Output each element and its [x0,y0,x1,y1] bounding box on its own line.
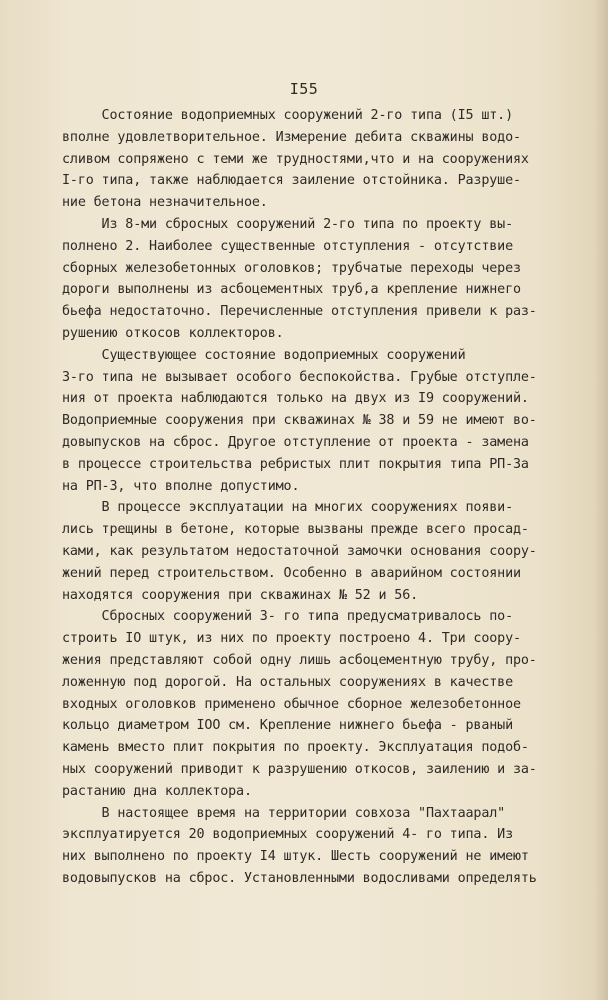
text-line: входных оголовков применено обычное сборное железобетонное [62,696,521,712]
text-line: ками, как результатом недостаточной замочки основания соору- [62,543,537,559]
text-line: камень вместо плит покрытия по проекту. Эксплуатация подоб- [62,740,529,756]
text-line: растанию дна коллектора. [62,783,252,799]
text-line: довыпусков на сброс. Другое отступление от проекта - замена [62,434,529,450]
text-line: ных сооружений приводит к разрушению откосов, заилению и за- [62,761,537,777]
text-line: В процессе эксплуатации на многих сооружениях появи- [62,500,513,516]
text-line: 3-го типа не вызывает особого беспокойства. Грубые отступле- [62,369,537,385]
text-line: ния от проекта наблюдаются только на двух из I9 сооружений. [62,391,529,407]
text-line: находятся сооружения при скважинах № 52 и 56. [62,587,419,603]
text-line: Водоприемные сооружения при скважинах № 38 и 59 не имеют во- [62,413,537,429]
text-line: водовыпусков на сброс. Установленными водосливами определять [62,870,537,886]
text-line: рушению откосов коллекторов. [62,325,284,341]
text-line: жения представляют собой одну лишь асбоцементную трубу, про- [62,652,537,668]
text-line: I-го типа, также наблюдается заиление отстойника. Разруше- [62,173,521,189]
text-line: вполне удовлетворительное. Измерение дебита скважины водо- [62,129,521,145]
text-line: ложенную под дорогой. На остальных сооружениях в качестве [62,674,513,690]
page-edge-shadow [594,0,608,1000]
text-line: Из 8-ми сбросных сооружений 2-го типа по проекту вы- [62,216,513,232]
text-line: Сбросных сооружений 3- го типа предусматривалось по- [62,609,513,625]
text-line: сборных железобетонных оголовков; трубчатые переходы через [62,260,521,276]
text-line: на РП-3, что вполне допустимо. [62,478,300,494]
text-line: лись трещины в бетоне, которые вызваны прежде всего просад- [62,522,529,538]
text-line: строить IO штук, из них по проекту построено 4. Три соору- [62,631,521,647]
text-line: жений перед строительством. Особенно в аварийном состоянии [62,565,521,581]
text-line: эксплуатируется 20 водоприемных сооружений 4- го типа. Из [62,827,513,843]
text-line: Существующее состояние водоприемных сооружений [62,347,466,363]
text-line: кольцо диаметром IOO см. Крепление нижнего бьефа - рваный [62,718,513,734]
page-number: I55 [289,80,319,98]
text-line: Состояние водоприемных сооружений 2-го типа (I5 шт.) [62,108,513,123]
body-text [62,105,537,890]
text-line: бьефа недостаточно. Перечисленные отступления привели к раз- [62,304,537,320]
text-line: сливом сопряжено с теми же трудностями,что и на сооружениях [62,151,529,167]
text-line: них выполнено по проекту I4 штук. Шесть сооружений не имеют [62,849,529,865]
text-line: В настоящее время на территории совхоза "Пахтаарал" [62,805,506,821]
text-line: полнено 2. Наиболее существенные отступления - отсутствие [62,238,513,254]
text-line: дороги выполнены из асбоцементных труб,а крепление нижнего [62,282,521,298]
text-line: ние бетона незначительное. [62,195,268,211]
text-line: в процессе строительства ребристых плит покрытия типа РП-3а [62,456,529,472]
